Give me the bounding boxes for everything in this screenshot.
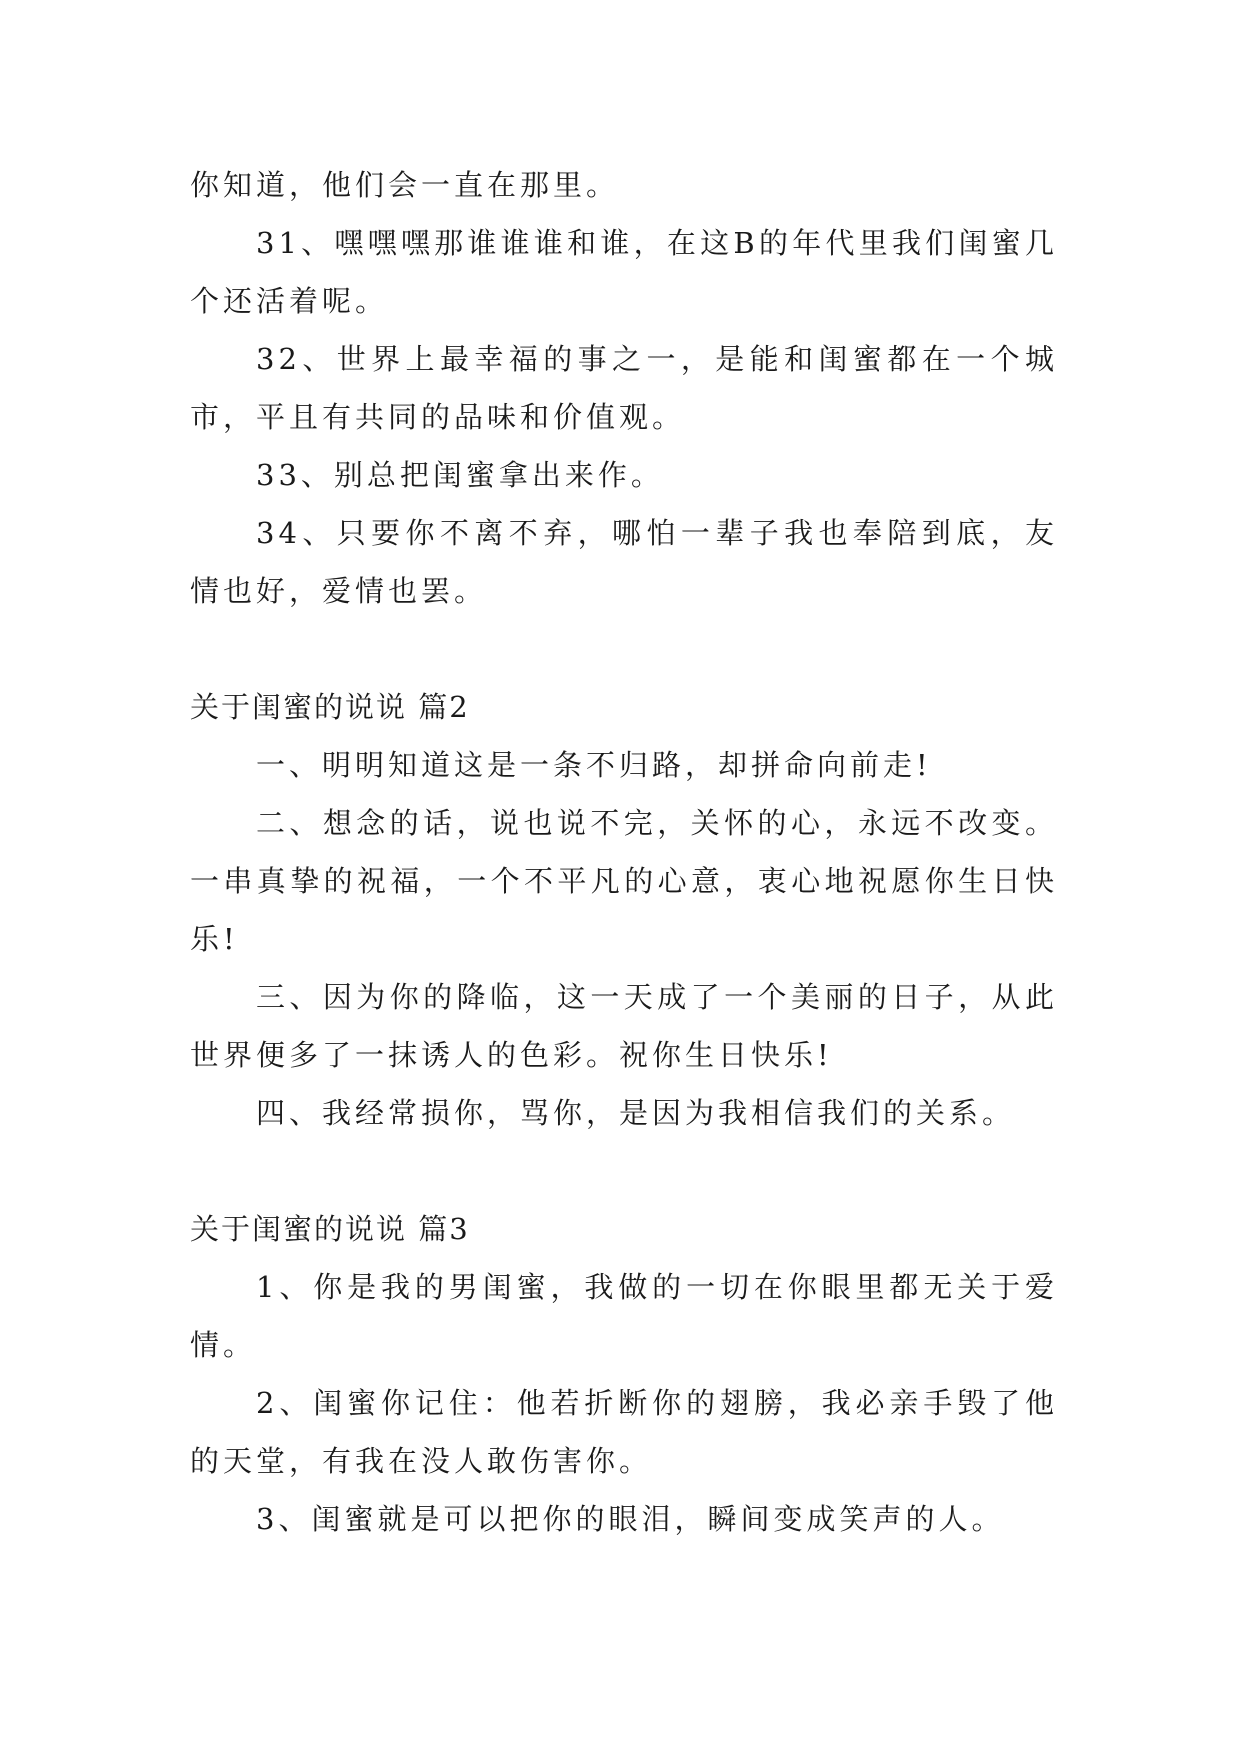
list-item: 2、闺蜜你记住：他若折断你的翅膀，我必亲手毁了他的天堂，有我在没人敢伤害你。 xyxy=(190,1386,1058,1478)
list-item: 32、世界上最幸福的事之一，是能和闺蜜都在一个城市，平且有共同的品味和价值观。 xyxy=(190,342,1058,434)
list-item: 34、只要你不离不弃，哪怕一辈子我也奉陪到底，友情也好，爱情也罢。 xyxy=(190,516,1058,608)
section-heading: 关于闺蜜的说说 篇2 xyxy=(190,690,470,724)
list-item: 33、别总把闺蜜拿出来作。 xyxy=(256,458,664,492)
list-item: 3、闺蜜就是可以把你的眼泪，瞬间变成笑声的人。 xyxy=(256,1502,1005,1536)
document-body xyxy=(190,156,1058,1548)
section-spacer xyxy=(190,1142,1058,1200)
list-item: 四、我经常损你，骂你，是因为我相信我们的关系。 xyxy=(256,1096,1016,1130)
list-item: 一、明明知道这是一条不归路，却拼命向前走! xyxy=(256,748,932,782)
list-item: 三、因为你的降临，这一天成了一个美丽的日子，从此世界便多了一抹诱人的色彩。祝你生日快乐! xyxy=(190,980,1058,1072)
section-spacer xyxy=(190,620,1058,678)
list-item: 1、你是我的男闺蜜，我做的一切在你眼里都无关于爱情。 xyxy=(190,1270,1058,1362)
section-heading: 关于闺蜜的说说 篇3 xyxy=(190,1212,470,1246)
lead-paragraph: 你知道，他们会一直在那里。 xyxy=(190,168,620,202)
list-item: 二、想念的话，说也说不完，关怀的心，永远不改变。一串真挚的祝福，一个不平凡的心意，衷心地祝愿你生日快乐! xyxy=(190,806,1058,956)
list-item: 31、嘿嘿嘿那谁谁谁和谁，在这B的年代里我们闺蜜几个还活着呢。 xyxy=(190,226,1058,318)
